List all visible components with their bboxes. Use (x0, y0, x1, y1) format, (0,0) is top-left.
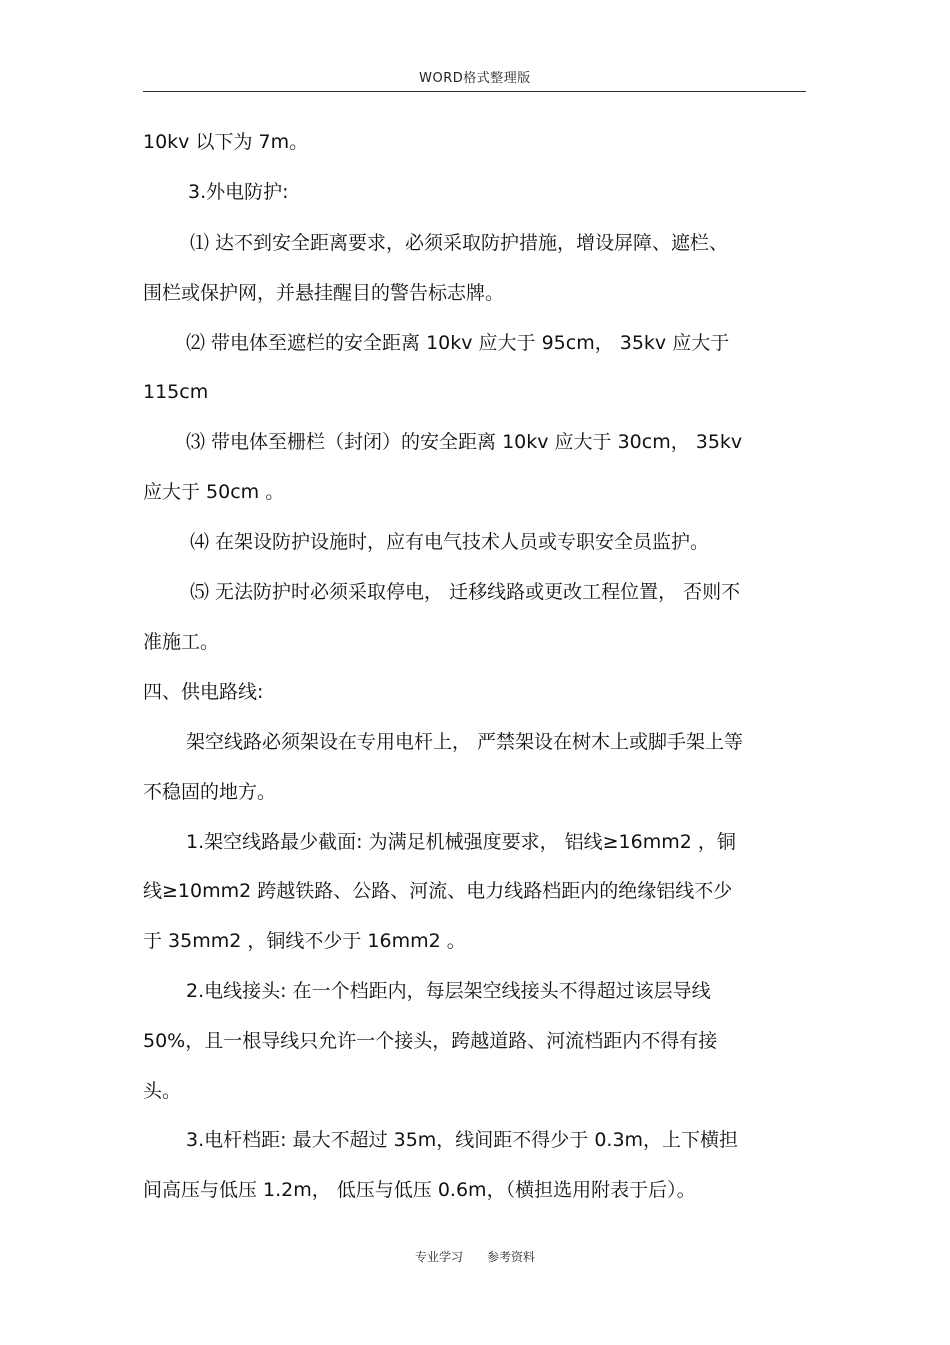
text-line-22: 间高压与低压 1.2m， 低压与低压 0.6m，（横担选用附表于后）。 (143, 1179, 696, 1201)
text-line-13: 架空线路必须架设在专用电杆上， 严禁架设在树木上或脚手架上等 (186, 731, 744, 753)
header-divider (143, 91, 806, 92)
text-line-5: ⑵ 带电体至遮栏的安全距离 10kv 应大于 95cm， 35kv 应大于 (186, 332, 730, 354)
text-line-18: 2.电线接头: 在一个档距内，每层架空线接头不得超过该层导线 (186, 980, 711, 1002)
text-line-4: 围栏或保护网，并悬挂醒目的警告标志牌。 (143, 282, 505, 304)
text-line-7: ⑶ 带电体至栅栏（封闭）的安全距离 10kv 应大于 30cm， 35kv (186, 431, 743, 453)
text-line-9: ⑷ 在架设防护设施时，应有电气技术人员或专职安全员监护。 (190, 531, 710, 553)
text-line-11: 准施工。 (143, 631, 220, 653)
text-line-2: 3.外电防护: (188, 181, 289, 203)
text-line-3: ⑴ 达不到安全距离要求，必须采取防护措施，增设屏障、遮栏、 (190, 232, 729, 254)
text-line-20: 头。 (143, 1080, 182, 1102)
text-line-1: 10kv 以下为 7m。 (143, 131, 309, 153)
header-title: WORD格式整理版 (419, 71, 531, 86)
text-line-14: 不稳固的地方。 (143, 781, 277, 803)
footer-right-text: 参考资料 (487, 1250, 536, 1264)
text-line-8: 应大于 50cm 。 (143, 481, 285, 503)
text-line-16: 线≥10mm2 跨越铁路、公路、河流、电力线路档距内的绝缘铝线不少 (143, 880, 733, 902)
text-line-15: 1.架空线路最少截面: 为满足机械强度要求， 铝线≥16mm2 ，铜 (186, 831, 736, 853)
text-line-17: 于 35mm2 ，铜线不少于 16mm2 。 (143, 930, 466, 952)
text-line-6: 115cm (143, 381, 209, 403)
text-line-19: 50%，且一根导线只允许一个接头，跨越道路、河流档距内不得有接 (143, 1030, 718, 1052)
footer-left-text: 专业学习 (414, 1250, 463, 1264)
page-footer (0, 1248, 950, 1265)
text-line-10: ⑸ 无法防护时必须采取停电， 迁移线路或更改工程位置， 否则不 (190, 581, 741, 603)
text-line-21: 3.电杆档距: 最大不超过 35m，线间距不得少于 0.3m，上下横担 (186, 1129, 739, 1151)
section-heading: 四、供电路线: (143, 681, 264, 703)
